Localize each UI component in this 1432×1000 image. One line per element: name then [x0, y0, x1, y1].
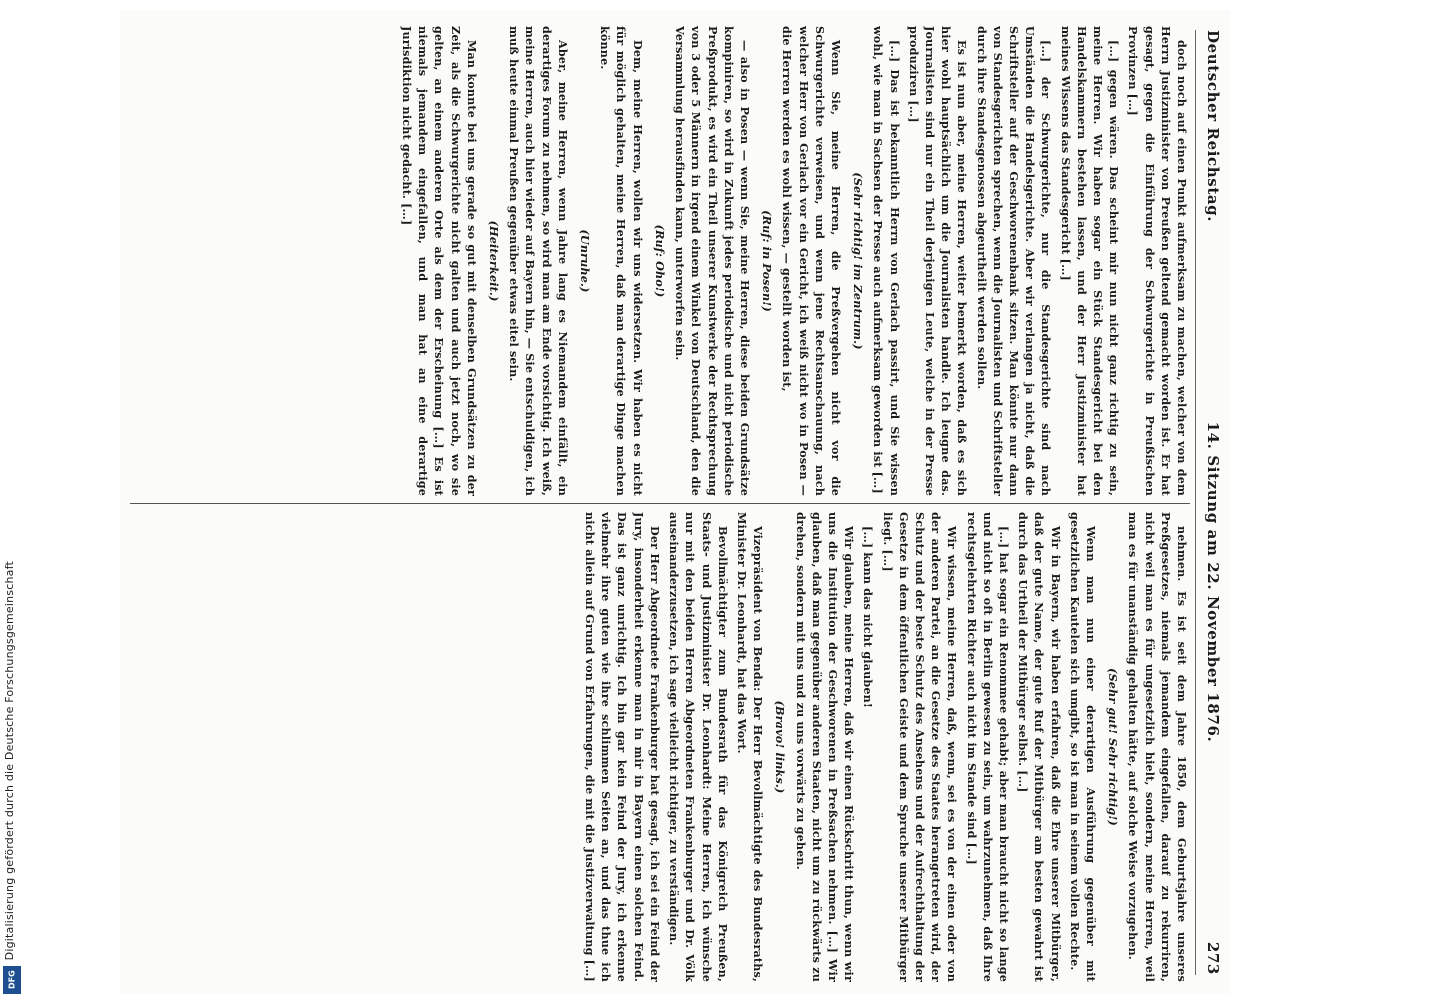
paragraph: Wir wissen, meine Herren, daß, wenn, sei es von der einen oder von der anderen Partei, an die Gesetze des Staates herangetreten wird, der Schutz und der beste Schutz des Ansehens und der Aufrechthaltung der Gesetze in dem öffentlichen Geiste und dem Spruche unserer Mitbürger liegt. […] — [880, 512, 960, 982]
speaker-paragraph: Bevollmächtigter zum Bundesrath für das Königreich Preußen, Staats- und Justizminister Dr. Leonhardt: Meine Herren, ich wünsche nur mit den beiden Herren Abgeordneten Frankenburger und Dr. Völk auseinanderzusetzen, ich sage vielleicht richtiger, zu verständigen. — [667, 512, 730, 982]
paragraph: Es ist nun aber, meine Herren, weiter bemerkt worden, daß es sich hier wohl hauptsächlich um die Journalisten handle. Ich leugne das. Journalisten sind nur ein Theil derjenigen Leute, welche in der Presse produziren […] — [906, 26, 970, 496]
paragraph: […] der Schwurgerichte, nur die Standesgerichte sind nach Umständen die Handelsgerichte. Aber wir verlangen ja nicht, daß die Schriftsteller auf der Geschworenenbank sitzen. Man könnte nur dann von Standesgerichten sprechen, wenn die Journalisten und Schriftsteller durch ihre Standesgenossen abgeurtheilt werden sollen. — [974, 26, 1054, 496]
digitization-credit — [0, 0, 22, 1000]
page-number: 273 — [1204, 941, 1222, 975]
paragraph: […] hat sogar ein Renommee gehabt; aber man braucht nicht so lange und nicht so oft in Berlin gewesen zu sein, um wahrzunehmen, daß Ihre rechtsgelehrten Richter auch nicht im Stande sind […] — [964, 512, 1011, 982]
scanned-page — [120, 10, 1230, 995]
paragraph: doch noch auf einen Punkt aufmerksam zu machen, welcher von dem Herrn Justizminister von Preußen geltend gemacht worden ist. Er hat gesagt, gegen die Einführung der Schwurgerichte in Preußischen Provinzen […] — [1126, 26, 1189, 496]
running-head-title: Deutscher Reichstag. — [1204, 30, 1222, 223]
interjection: (Unruhe.) — [578, 229, 593, 293]
interjection: (Sehr richtig! im Zentrum.) — [851, 172, 866, 350]
interjection: (Bravo! links.) — [773, 700, 788, 794]
paragraph: Wenn man nun einer derartigen Ausführung gegenüber mit gesetzlichen Kautelen sich umgibt, so ist man in seinem vollen Rechte. — [1067, 512, 1098, 982]
paragraph: Wir glauben, meine Herren, daß wir einen Rückschritt thun, wenn wir uns die Institution der Geschworenen in Preßsachen nehmen. […] Wir glauben, daß man gegenüber anderen Staaten, nicht um zu rückwärts zu drehen, sondern mit uns und zu uns vorwärts zu gehen. — [793, 512, 857, 982]
running-head — [1195, 30, 1222, 975]
interjection: (Ruf: in Posen!) — [760, 210, 775, 312]
paragraph: nehmen. Es ist seit dem Jahre 1850, dem Geburtsjahre unseres Preßgesetzes, niemals jemandem eingefallen, darauf zu rekurriren, nicht weil man es für ungesetzlich hielt, sondern, meine Herren, weil man es für unanständig gehalten hätte, auf solche Weise vorzugehen. — [1126, 512, 1189, 982]
column-divider — [130, 503, 1190, 504]
speaker-paragraph: Vizepräsident von Benda: Der Herr Bevollmächtigte des Bundesraths, Minister Dr. Leonhardt, hat das Wort. — [734, 512, 766, 982]
credit-text: Digitalisierung gefördert durch die Deutsche Forschungsgemeinschaft — [3, 560, 16, 960]
interjection: (Heiterkeit.) — [487, 220, 502, 302]
text-column-right — [130, 512, 1190, 982]
paragraph: […] Das ist bekanntlich Herrn von Gerlach passirt, und Sie wissen wohl, wie man in Sachsen der Presse auch aufmerksam geworden ist […] — [871, 26, 902, 496]
paragraph: […] gegen wären. Das scheint mir nun nicht ganz richtig zu sein, meine Herren. Wir haben sogar ein Stück Standesgericht bei den Handelskammern bestehen lassen, und der Herr Justizminister hat meines Wissens das Standesgericht […] — [1058, 26, 1122, 496]
interjection: (Ruf: Oho!) — [652, 224, 667, 298]
paragraph: Der Herr Abgeordnete Frankenburger hat gesagt, ich sei ein Feind der Jury, insonderheit erkenne man in mir in Bayern einen solchen Feind. Das ist ganz unrichtig. Ich bin gar kein Feind der Jury, ich erkenne vielmehr ihre guten wie ihre schlimmen Seiten an, und das thue ich nicht allein auf Grund von Erfahrungen, die mit die Justizverwaltung […] — [583, 512, 662, 982]
paragraph: Wir in Bayern, wir haben erfahren, daß die Ehre unserer Mitbürger, daß der gute Name, der gute Ruf der Mitbürger am besten gewahrt ist durch das Urtheil der Mitbürger selbst. […] — [1016, 512, 1063, 982]
paragraph: Man konnte bei uns gerade so gut mit denselben Grundsätzen zu der Zeit, als die Schwurgerichte nicht galten und auch jetzt noch, wo sie gelten, an einem anderen Orte als dem der Erscheinung […] Es ist niemals jemandem eingefallen, und man hat an eine derartige Jurisdiktion nicht gedacht. […] — [400, 26, 479, 496]
running-head-session: 14. Sitzung am 22. November 1876. — [1204, 421, 1222, 743]
paragraph: — also in Posen — wenn Sie, meine Herren, diese beiden Grundsätze kompiniren, so wird in Zukunft jedes periodische und nicht periodische Preßprodukt, es wird ein Theil unserer Kunstwerke der Rechtsprechung von 3 oder 5 Männern in irgend einem Winkel von Deutschland, den die Versammlung herausfinden kann, unterworfen sein. — [673, 26, 752, 496]
interjection: (Sehr gut! Sehr richtig!) — [1106, 668, 1121, 826]
paragraph: […] kann das nicht glauben! — [861, 526, 876, 708]
text-column-left — [130, 26, 1190, 496]
paragraph: Wenn Sie, meine Herren, die Preßvergehen nicht vor die Schwurgerichte verweisen, und wenn jene Rechtsanschauung, nach welcher Herr von Gerlach vor ein Gericht, ich weiß nicht wo in Posen — die Herren werden es wohl wissen, — gestellt worden ist, — [780, 26, 843, 496]
paragraph: Aber, meine Herren, wenn Jahre lang es Niemandem einfällt, ein derartiges Forum zu nehmen, so wird man am Ende vorsichtig. Ich weiß, meine Herren, auch hier wieder auf Bayern hin, — Sie entschuldigen, ich muß heute einmal Preußen gegenüber etwas eitel sein. — [507, 26, 570, 496]
paragraph: Dem, meine Herren, wollen wir uns widersetzen. Wir haben es nicht für möglich gehalten, meine Herren, daß man derartige Dinge machen könne. — [598, 26, 645, 496]
dfg-logo-icon: DFG — [3, 966, 21, 994]
